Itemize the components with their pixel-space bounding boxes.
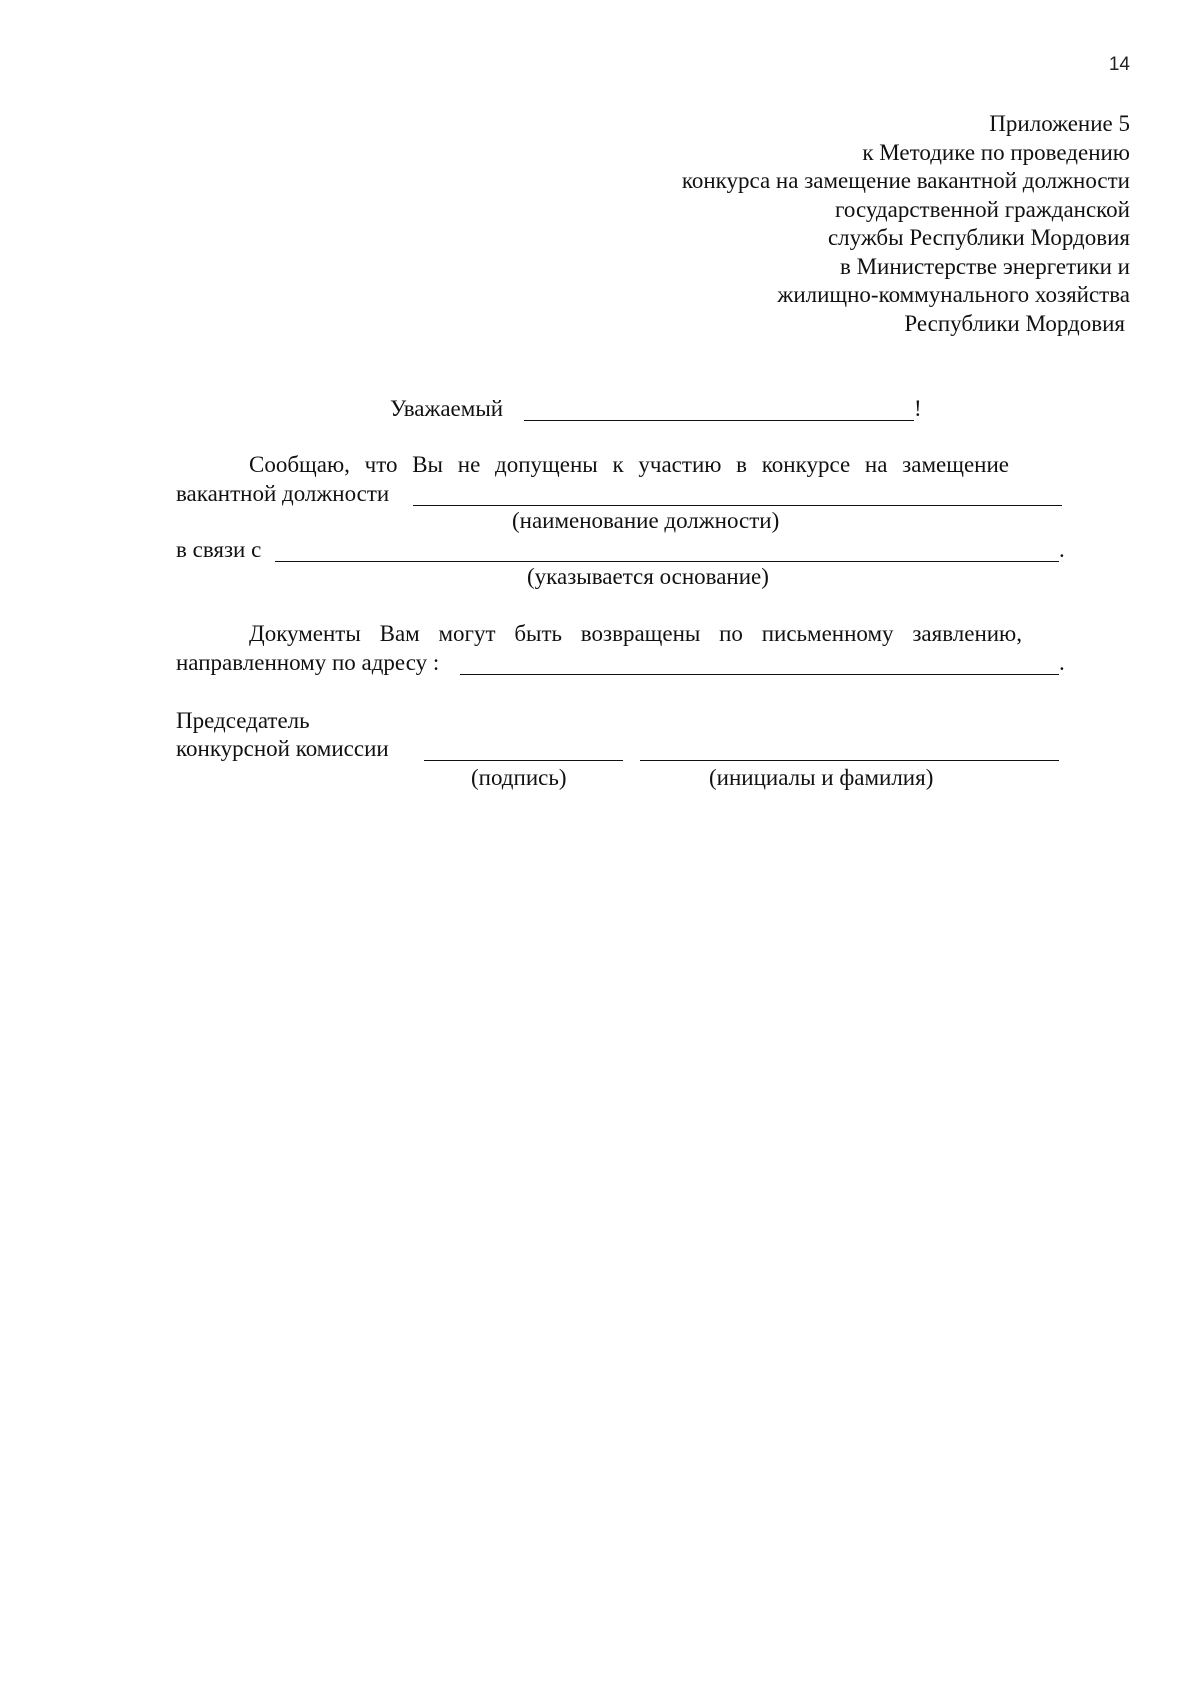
signature-blank (424, 760, 623, 761)
appendix-line: жилищно-коммунального хозяйства (777, 282, 1130, 307)
signatory-title-line2: конкурсной комиссии (176, 736, 389, 761)
name-caption: (инициалы и фамилия) (709, 765, 934, 790)
address-label: направленному по адресу : (176, 650, 440, 675)
appendix-line: к Методике по проведению (862, 139, 1130, 165)
appendix-line: государственной гражданской (835, 196, 1130, 222)
documents-return-text-line1: Документы Вам могут быть возвращены по письменному заявлению, (249, 621, 1022, 646)
reason-period: . (1059, 537, 1065, 562)
position-label: вакантной должности (176, 481, 390, 506)
appendix-header (682, 110, 1130, 338)
address-blank (460, 674, 1059, 675)
salutation-label: Уважаемый (390, 396, 504, 421)
notice-text-line1: Сообщаю, что Вы не допущены к участию в конкурсе на замещение (249, 452, 1009, 477)
reason-blank (275, 561, 1059, 562)
salutation-exclamation: ! (914, 396, 922, 421)
recipient-name-blank (524, 420, 914, 421)
appendix-line: конкурса на замещение вакантной должности (681, 168, 1130, 193)
position-caption: (наименование должности) (512, 508, 780, 533)
appendix-line: Республики Мордовия (904, 310, 1125, 336)
signatory-title-line1: Председатель (176, 708, 310, 733)
appendix-line: Приложение 5 (989, 111, 1130, 136)
position-blank (413, 505, 1062, 506)
name-blank (640, 760, 1059, 761)
reason-caption: (указывается основание) (527, 564, 769, 589)
appendix-line: в Министерстве энергетики и (839, 253, 1130, 279)
appendix-line: службы Республики Мордовия (827, 225, 1130, 250)
page-number: 14 (1108, 54, 1130, 75)
reason-label: в связи с (176, 537, 262, 562)
signature-caption: (подпись) (471, 765, 567, 790)
address-period: . (1059, 650, 1065, 675)
